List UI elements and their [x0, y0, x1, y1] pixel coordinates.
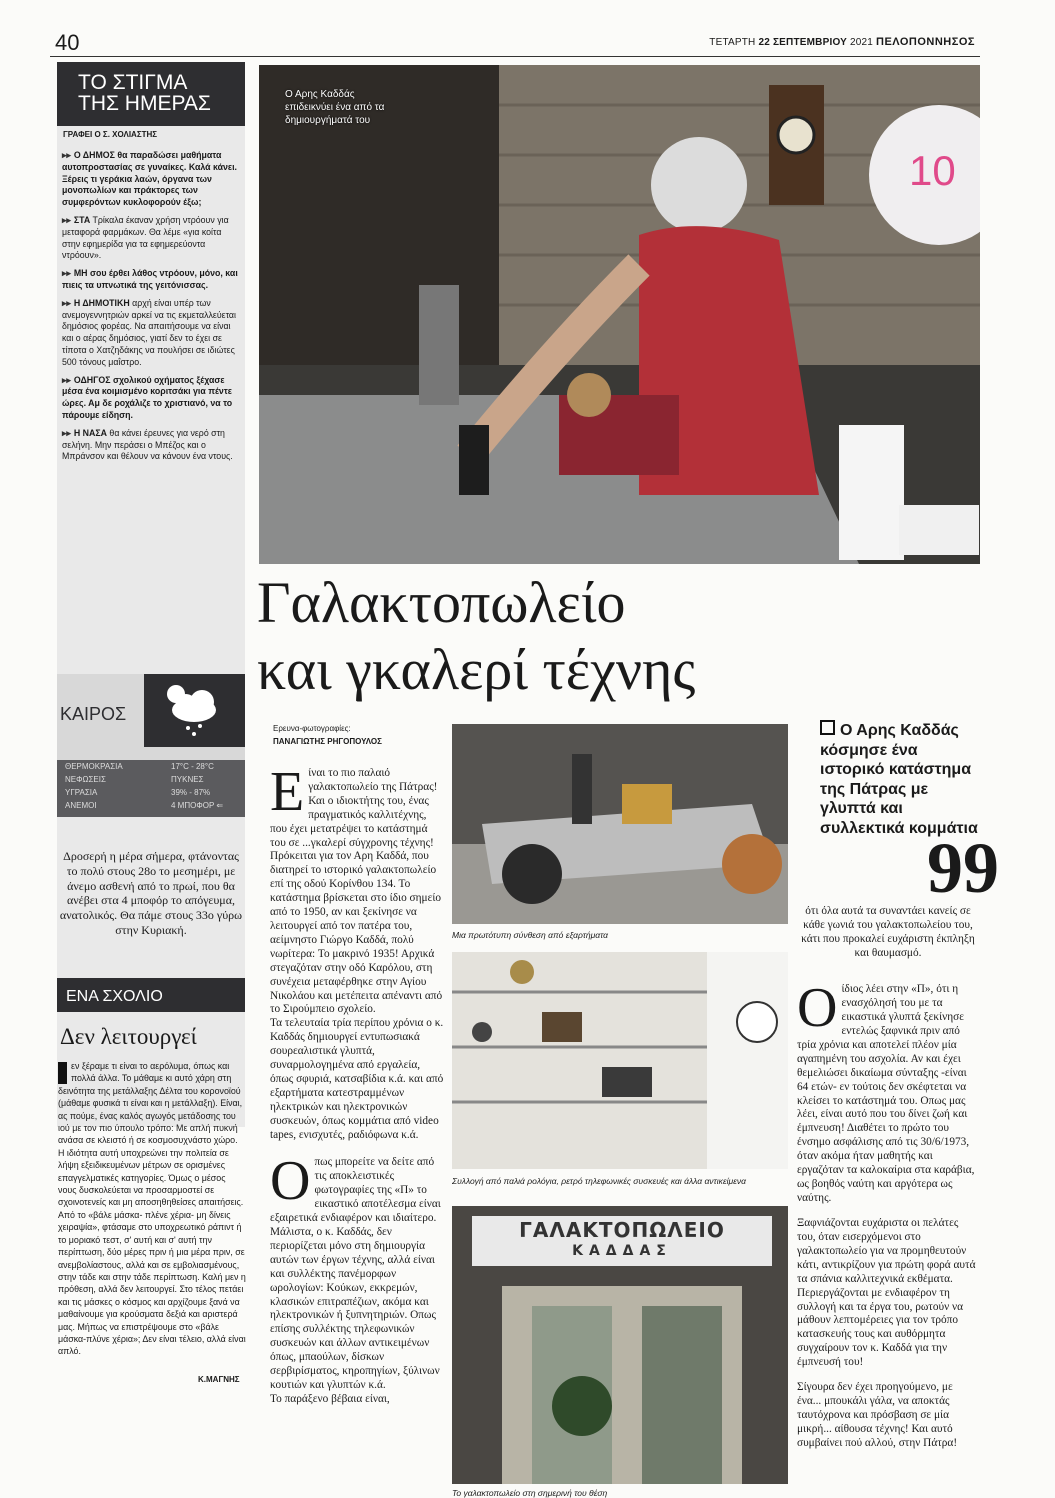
stigma-title: ΤΟ ΣΤΙΓΜΑ ΤΗΣ ΗΜΕΡΑΣ	[78, 71, 211, 115]
svg-text:10: 10	[909, 147, 956, 194]
weather-row: ΘΕΡΜΟΚΡΑΣΙΑ 17°C - 28°C	[65, 762, 214, 771]
photo-caption: Μια πρωτότυπη σύνθεση από εξαρτήματα	[452, 930, 609, 940]
stigma-item: ▸▸ Η ΔΗΜΟΤΙΚΗ αρχή είναι υπέρ των ανεμογεννητριών αρκεί να τις εκμεταλλεύεται δημόσιος φορέας. Να απαιτήσουμε να είναι και ο αέρας δημόσιος, γιατί δεν το έχει σε τίποτα ο Χατζηδάκης να πουλήσει σε ιδιώτες 500 τόνους μαΐστρο.	[62, 297, 236, 367]
square-bullet-icon	[820, 720, 835, 735]
comment-label: ΕΝΑ ΣΧΟΛΙΟ	[66, 988, 163, 1005]
weather-row: ΝΕΦΩΣΕΙΣ ΠΥΚΝΕΣ	[65, 775, 204, 784]
photo-collection	[452, 952, 788, 1169]
headline-line2: και γκαλερί τέχνης	[257, 637, 696, 702]
photo-caption: Το γαλακτοπωλείο στη σημερινή του θέση	[452, 1488, 608, 1498]
headline-line1: Γαλακτοπωλείο	[257, 570, 626, 635]
dropcap-o: Ο	[797, 977, 838, 1040]
right-column-body: Οίδιος λέει στην «Π», ότι η ενασχόλησή του με τα εικαστικά γλυπτά ξεκίνησε εντελώς ξαφνικά πριν από τρία χρόνια και αποτελεί πλέον μία αγαπημένη του ασχολία. Αν και έχει θεμελιώσει δικαίωμα σύνταξης -είναι 64 ετών- εν τούτοις δεν σκέφτεται να κλείσει το κατάστημά του. Οπως μας λέει, είναι αυτό που του δίνει ζωή και έμπνευση! Διαθέτει το πρώτο του ένσημο ασφάλισης από τις 30/6/1973, όταν ακόμα ήταν μαθητής και εργαζόταν τα καλοκαίρια στα καράβια, ως βοηθός ναύτη και αργότερα ως ναύτης. Ξαφνιάζονται ευχάριστα οι πελάτες του, όταν εισερχόμενοι στο γαλακτοπωλείο για να προμηθευτούν κάτι, αντικρίζουν για πρώτη φορά αυτά τα σπάνια καλλιτεχνικά εκθέματα. Περιεργάζονται με ενδιαφέρον τη συλλογή και τα έργα του, ρωτούν να μάθουν λεπτομέρειες για τον τρόπο κατασκευής τους και αυθόρμητα συγχαίρουν τον κ. Καδδά για την έμπνευσή του! Σίγουρα δεν έχει προηγούμενο, με ένα... μπουκάλι γάλα, να αποκτάς ταυτόχρονα και πρόσβαση σε μία μικρή... αίθουσα τέχνης! Και αυτό συμβαίνει πού αλλού, στην Πάτρα!	[797, 977, 976, 1449]
stigma-item: ▸▸ Ο ΔΗΜΟΣ θα παραδώσει μαθήματα αυτοπροστασίας σε γυναίκες. Καλά κάνει. Ξέρεις τι γεράκια λαών, όργανα των μονοπωλίων και πράκτορες των συμφερόντων κυκλοφορούν έξω;	[62, 150, 237, 208]
main-photo-caption: Ο Αρης Καδδάς επιδεικνύει ένα από τα δημιουργήματά του	[285, 89, 385, 126]
article-body-column: Είναι το πιο παλαιό γαλακτοπωλείο της Πάτρας! Και ο ιδιοκτήτης του, ένας πραγματικός καλλιτέχνης, που έχει μετατρέψει το κατάστημά του σε ...γκαλερί σύγχρονης τέχνης! Πρόκειται για τον Αρη Καδδά, που διατηρεί το ιστορικό γαλακτοπωλείο επί της οδού Κορίνθου 134. Το κατάστημα βρίσκεται στο ίδιο σημείο από το 1950, αν και ξεκίνησε να λειτουργεί από τον πατέρα του, αείμνηστο Γιώργο Καδδά, πολύ νωρίτερα: Το μακρινό 1935! Αρχικά στεγαζόταν στην οδό Καρόλου, στη συνέχεια μεταφέρθηκε στην Αγίου Νικολάου και μετέπειτα απέναντι από το Σιρούμπειο σχολείο. Τα τελευταία τρία περίπου χρόνια ο κ. Καδδάς δημιουργεί εντυπωσιακά σουρεαλιστικά γλυπτά, συναρμολογημένα από εργαλεία, όπως σφυριά, κατσαβίδια κ.ά. και από εξαρτήματα κατεστραμμένων ηλεκτρικών και ηλεκτρονικών συσκευών, όπως κομμάτια από video tapes, ενισχυτές, ραδιόφωνα κ.ά. Οπως μπορείτε να δείτε από τις αποκλειστικές φωτογραφίες της «Π» το εικαστικό αποτέλεσμα είναι εξαιρετικά ενδιαφέρον και ιδιαίτερο. Μάλιστα, ο κ. Καδδάς, δεν περιορίζεται μόνο στη δημιουργία αυτών των έργων τέχνης, αλλά είναι και συλλέκτης πανέμορφων ωρολογίων: Κούκων, εκκρεμών, κλασικών επιτραπέζιων, ακόμα και ηλεκτρονικών ή ξυπνητηριών. Οπως επίσης συλλέκτης τηλεφωνικών συσκευών και άλλων αντικειμένων όπως, μπαούλων, δίσκων σερβιρίσματος, κηροπηγίων, ξύλινων κουτιών και γλυπτών κ.ά. Το παράξενο βέβαια είναι,	[270, 761, 444, 1405]
photo-sculpture	[452, 724, 788, 924]
rain-cloud-icon	[144, 674, 245, 747]
dropcap-o: Ο	[270, 1150, 311, 1213]
right-column-intro: ότι όλα αυτά τα συναντάει κανείς σε κάθε γωνιά του γαλακτοπωλείου του, κάτι που προκαλεί ευχάριστη έκπληξη και θαυμασμό.	[801, 905, 975, 959]
weather-row: ΥΓΡΑΣΙΑ 39% - 87%	[65, 788, 211, 797]
stigma-item: ▸▸ Η ΝΑΣΑ θα κάνει έρευνες για νερό στη σελήνη. Μην περάσει ο Μπέζος και ο Μπράνσον και θέλουν να κάνουν ένα ντους.	[62, 427, 233, 462]
weather-table	[57, 760, 245, 817]
weather-icon-panel	[144, 674, 245, 747]
shop-sign: ΓΑΛΑΚΤΟΠΩΛΕΙΟ ΚΑΔΔΑΣ	[519, 1218, 725, 1259]
comment-title: Δεν λειτουργεί	[60, 1024, 197, 1049]
credit-name: ΠΑΝΑΓΙΩΤΗΣ ΡΗΓΟΠΟΥΛΟΣ	[273, 737, 382, 746]
issue-date-line: ΤΕΤΑΡΤΗ 22 ΣΕΠΤΕΜΒΡΙΟΥ 2021 ΠΕΛΟΠΟΝΝΗΣΟΣ	[709, 36, 975, 48]
stigma-item: ▸▸ ΣΤΑ Τρίκαλα έκαναν χρήση ντρόουν για μεταφορά φαρμάκων. Θα λέμε «για κοίτα στην εφημερίδα για τα εφημερεύοντα ντρόουν».	[62, 214, 229, 261]
newspaper-name: ΠΕΛΟΠΟΝΝΗΣΟΣ	[876, 36, 975, 48]
main-photo	[259, 65, 980, 564]
weather-row: ΑΝΕΜΟΙ 4 ΜΠΟΦΟΡ ⇐	[65, 801, 224, 810]
stigma-item: ▸▸ ΟΔΗΓΟΣ σχολικού οχήματος ξέχασε μέσα ένα κοιμισμένο κοριτσάκι για πέντε ώρες. Αμ δε ροχάλιζε το χριστιανό, να το πάρουμε είδηση.	[62, 374, 233, 420]
stigma-items	[62, 150, 240, 469]
quote-mark: 99	[927, 828, 999, 908]
stigma-byline: ΓΡΑΦΕΙ Ο Σ. ΧΟΛΙΑΣΤΗΣ	[63, 130, 158, 139]
page-number: 40	[55, 30, 80, 55]
comment-body: εν ξέραμε τι είναι το αερόλυμα, όπως και πολλά άλλα. Το μάθαμε κι αυτό χάρη στη δεινότητα της μετάλλαξης Δέλτα του κορονοϊού (μάθαμε φυσικά τι είναι και η μετάλλαξη). Είναι, ας πούμε, ένας καλός αγωγός μετάδοσης του ιού με τον πιο ύπουλο τρόπο: Με απλή πυκνή ανάσα σε κλειστό ή σε κοσμοσυχνάστο χώρο. Η ιδιότητα αυτή υποχρεώνει την πολιτεία σε λήψη εξειδικευμένων μέτρων σε ορισμένες επαγγελματικές κατηγορίες. Όμως ο μέσος νους δυσκολεύεται να προσαρμοστεί σε σχοινοτενείς και μη αποσηθηθείσες απαιτήσεις. Από το «βάλε μάσκα- πλένε χέρια- μη δίνεις χειραψία», φτάσαμε στο υποχρεωτικό ράπιντ ή το μοριακό τεστ, σ' αυτή και σ' αυτή την περίπτωση, δύο μέρες πριν ή μια μέρα πριν, σε ανεμβολίαστους, αλλά και σε εμβολιασμένους, στην τάδε και στην τάδε περίπτωση. Καλή μεν η πρόθεση, αλλά δεν λειτουργεί. Στο τέλος πετάει και τις μάσκες ο κόσμος και αρχίζουμε ξανά να μαθαίνουμε για κρούσματα δεξιά και αριστερά μας. Μήπως να επιστρέψουμε στο «βάλε μάσκα-πλύνε χέρια»; Δεν είναι τέλειο, αλλά είναι απλό.	[58, 1061, 246, 1357]
photo-shopfront	[452, 1206, 788, 1484]
photo-caption: Συλλογή από παλιά ρολόγια, ρετρό τηλεφωνικές συσκευές και άλλα αντικείμενα	[452, 1176, 746, 1186]
stigma-item: ▸▸ ΜΗ σου έρθει λάθος ντρόουν, μόνο, και πιεις τα υπνωτικά της γειτόνισσας.	[62, 268, 238, 290]
weather-text: Δροσερή η μέρα σήμερα, φτάνοντας το πολύ στους 28ο το μεσημέρι, με άνεμο ασθενή από το πρωί, που θα ανέβει στα 4 μποφόρ το απόγευμα, ανατολικός. Θα πάμε στους 33ο γύρω στην Κυριακή.	[59, 849, 243, 937]
dropcap-e: Ε	[270, 761, 305, 823]
header-rule	[50, 56, 980, 57]
credit-label: Ερευνα-φωτογραφίες:	[273, 724, 351, 733]
comment-signature: Κ.ΜΑΓΝΗΣ	[198, 1375, 240, 1384]
dropcap-block	[58, 1062, 67, 1084]
weather-label: ΚΑΙΡΟΣ	[60, 704, 127, 724]
pullquote: Ο Αρης Καδδάς κόσμησε ένα ιστορικό κατάστημα της Πάτρας με γλυπτά και συλλεκτικά κομμάτια	[820, 722, 978, 837]
